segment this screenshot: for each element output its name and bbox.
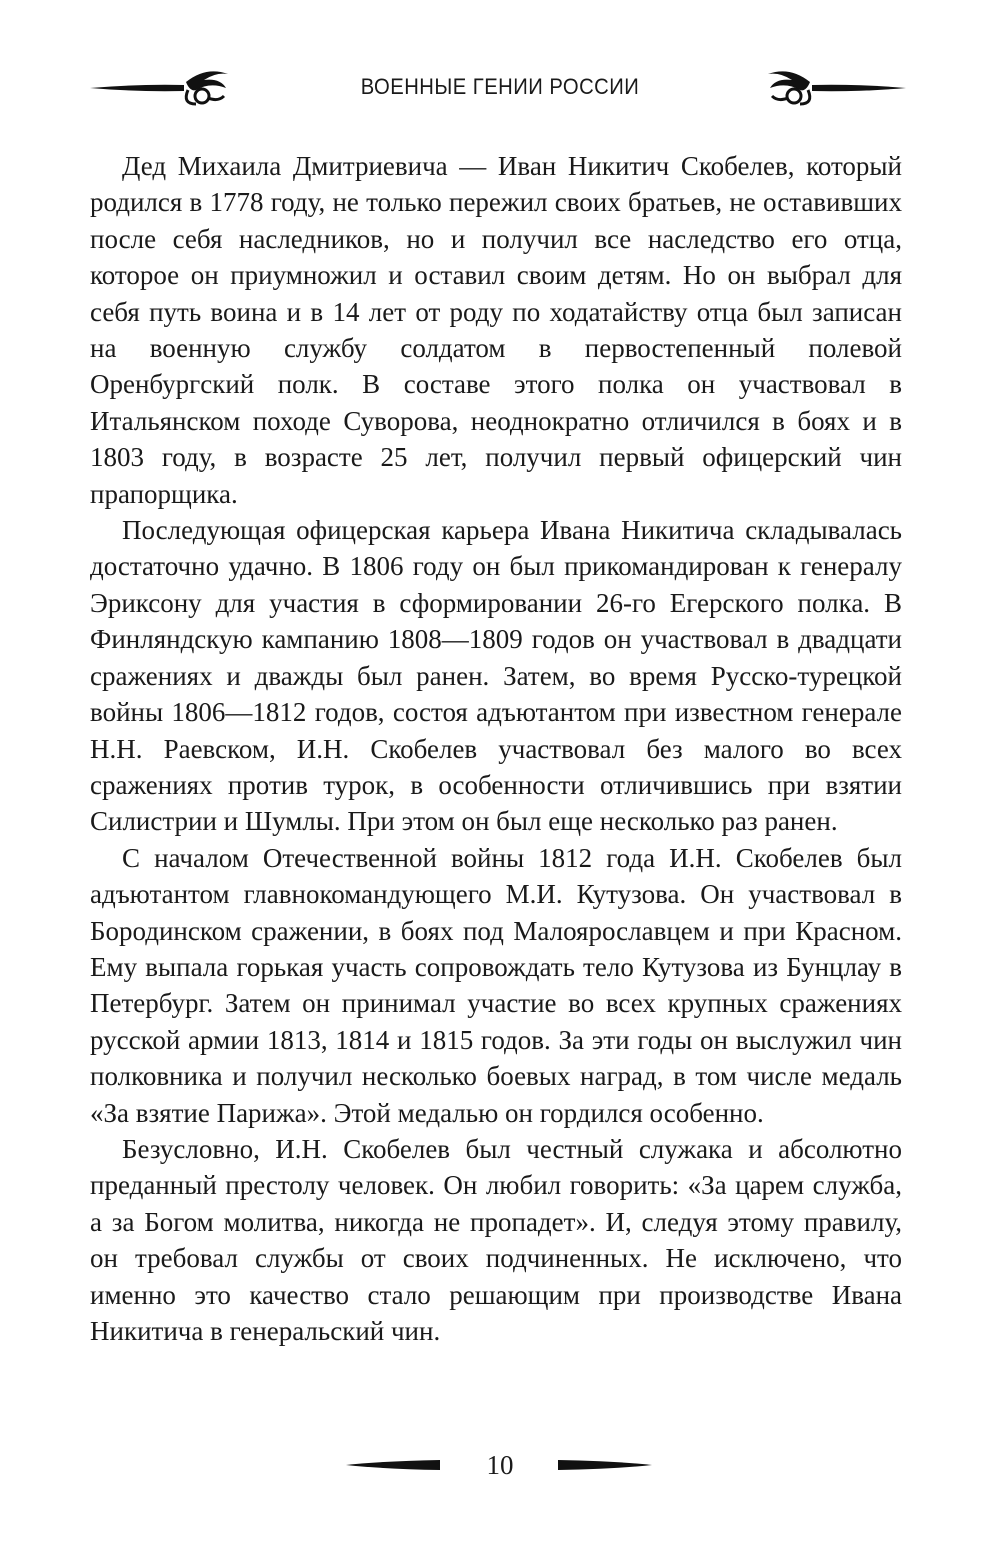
body-text	[90, 148, 902, 1349]
running-header-title: ВОЕННЫЕ ГЕНИИ РОССИИ	[360, 74, 640, 99]
paragraph: Безусловно, И.Н. Скобелев был честный служака и абсолютно преданный престолу человек. Он любил говорить: «За царем служба, а за Богом молитва, никогда не пропадет». И, следуя этому правилу, он требовал службы от своих подчиненных. Не исключено, что именно это качество стало решающим при производстве Ивана Никитича в генеральский чин.	[90, 1133, 902, 1346]
page-footer	[0, 1438, 1000, 1498]
footer-rule-right-icon	[554, 1458, 654, 1472]
paragraph: С началом Отечественной войны 1812 года И.Н. Скобелев был адъютантом главнокомандующего М.И. Кутузова. Он участвовал в Бородинском сражении, в боях под Малоярославцем и при Красном. Ему выпала горькая участь сопровождать тело Кутузова из Бунцлау в Петербург. Затем он принимал участие во всех крупных сражениях русской армии 1813, 1814 и 1815 годов. За эти годы он выслужил чин полковника и получил несколько боевых наград, в том числе медаль «За взятие Парижа». Этой медалью он гордился особенно.	[90, 842, 902, 1128]
page-number: 10	[486, 1450, 514, 1480]
running-header	[0, 60, 1000, 120]
ornament-right-icon	[760, 60, 910, 110]
paragraph: Дед Михаила Дмитриевича — Иван Никитич Скобелев, который родился в 1778 году, не только пережил своих братьев, не оставивших после себя наследников, но и получил все наследство его отца, которое он приумножил и оставил своим детям. Но он выбрал для себя путь воина и в 14 лет от роду по ходатайству отца был записан на военную службу солдатом в первостепенный полевой Оренбургский полк. В составе этого полка он участвовал в Итальянском походе Суворова, неоднократно отличился в боях и в 1803 году, в возрасте 25 лет, получил первый офицерский чин прапорщика.	[90, 151, 902, 509]
paragraph: Последующая офицерская карьера Ивана Никитича складывалась достаточно удачно. В 1806 году он был прикомандирован к генералу Эриксону для участия в сформировании 26-го Егерского полка. В Финляндскую кампанию 1808—1809 годов он участвовал в двадцати сражениях и дважды был ранен. Затем, во время Русско-турецкой войны 1806—1812 годов, состоя адъютантом при известном генерале Н.Н. Раевском, И.Н. Скобелев участвовал без малого во всех сражениях против турок, в особенности отличившись при взятии Силистрии и Шумлы. При этом он был еще несколько раз ранен.	[90, 515, 902, 837]
